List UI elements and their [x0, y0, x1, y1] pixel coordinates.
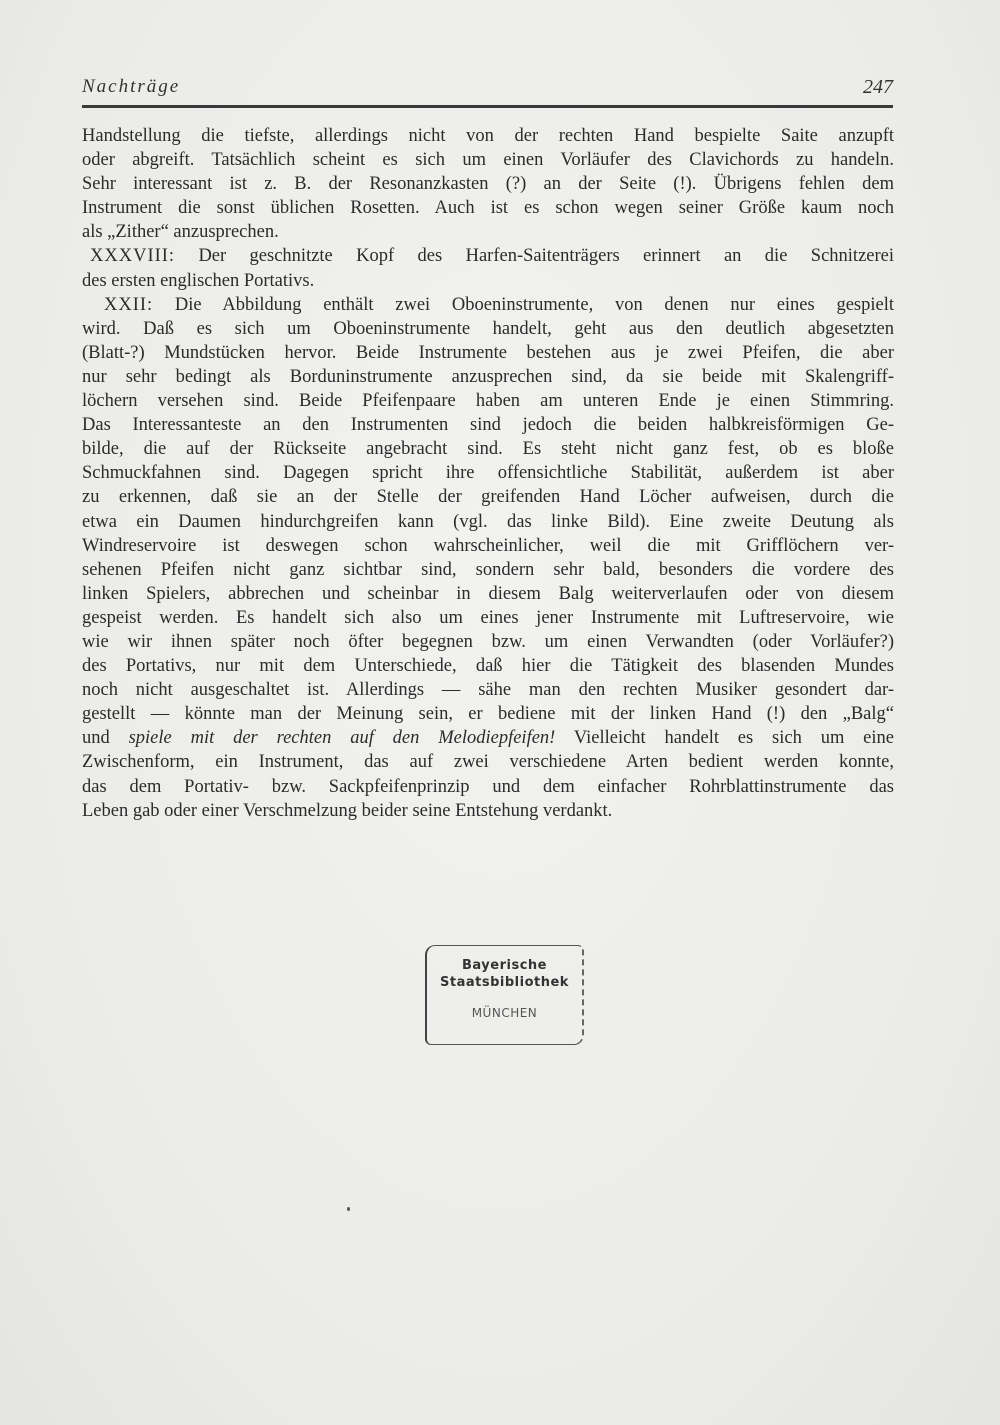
- text-line: nur sehr bedingt als Borduninstrumente anzusprechen sind, da sie beide mit Skalengriff-: [82, 366, 894, 387]
- text-span: Die Abbildung enthält zwei Oboeninstrumente, von denen nur eines gespielt: [153, 294, 894, 315]
- text-line: Zwischenform, ein Instrument, das auf zwei verschiedene Arten bedient werden konnte,: [82, 752, 894, 773]
- text-line: [82, 293, 894, 317]
- text-line: Das Interessanteste an den Instrumenten sind jedoch die beiden halbkreisförmigen Ge-: [82, 415, 894, 436]
- text-line: oder abgreift. Tatsächlich scheint es sich um einen Vorläufer des Clavichords zu handeln.: [82, 150, 894, 171]
- text-line: sehenen Pfeifen nicht ganz sichtbar sind, sondern sehr bald, besonders die vordere des: [82, 559, 894, 580]
- text-line: Instrument die sonst üblichen Rosetten. Auch ist es schon wegen seiner Größe kaum noch: [82, 198, 894, 219]
- text-line: das dem Portativ- bzw. Sackpfeifenprinzip und dem einfacher Rohrblattinstrumente das: [82, 776, 894, 797]
- plate-label: XXXVIII:: [90, 246, 176, 267]
- text-line: Sehr interessant ist z. B. der Resonanzkasten (?) an der Seite (!). Übrigens fehlen dem: [82, 174, 894, 195]
- text-line: Leben gab oder einer Verschmelzung beider seine Entstehung verdankt.: [82, 800, 613, 821]
- text-line: wird. Daß es sich um Oboeninstrumente handelt, geht aus den deutlich abgesetzten: [82, 318, 894, 339]
- text-line: Schmuckfahnen sind. Dagegen spricht ihre offensichtliche Stabilität, außerdem ist aber: [82, 463, 894, 484]
- text-line: [82, 244, 894, 268]
- text-line: Windreservoire ist deswegen schon wahrscheinlicher, weil die mit Grifflöchern ver-: [82, 535, 894, 556]
- header-rule: [82, 105, 893, 108]
- page-number: 247: [863, 76, 893, 98]
- text-line: etwa ein Daumen hindurchgreifen kann (vgl. das linke Bild). Eine zweite Deutung als: [82, 511, 894, 532]
- text-line: (Blatt-?) Mundstücken hervor. Beide Instrumente bestehen aus je zwei Pfeifen, die aber: [82, 342, 894, 363]
- paper-speck: [347, 1207, 350, 1211]
- text-span: und: [82, 728, 129, 749]
- stamp-line-3: MÜNCHEN: [471, 1006, 538, 1020]
- running-head: Nachträge: [82, 76, 181, 97]
- text-line: gestellt — könnte man der Meinung sein, er bediene mit der linken Hand (!) den „Balg“: [82, 704, 894, 725]
- text-line: gespeist werden. Es handelt sich also um eines jener Instrumente mit Luftreservoire, wie: [82, 607, 894, 628]
- text-line: wie wir ihnen später noch öfter begegnen bzw. um einen Verwandten (oder Vorläufer?): [82, 631, 894, 652]
- paragraph-2: [82, 244, 894, 292]
- text-line: noch nicht ausgeschaltet ist. Allerdings — sähe man den rechten Musiker gesondert dar-: [82, 680, 894, 701]
- text-span: Der geschnitzte Kopf des Harfen-Saitenträgers erinnert an die Schnitzerei: [175, 246, 894, 267]
- text-line: als „Zither“ anzusprechen.: [82, 222, 279, 243]
- text-line: bilde, die auf der Rückseite angebracht sind. Es steht nicht ganz fest, ob es bloße: [82, 439, 894, 460]
- italic-span: spiele mit der rechten auf den Melodiepfeifen!: [128, 728, 556, 749]
- text-line: [82, 726, 894, 750]
- stamp-line-1: Bayerische: [462, 958, 547, 973]
- text-line: löchern versehen sind. Beide Pfeifenpaare haben am unteren Ende je einen Stimmring.: [82, 391, 894, 412]
- text-line: linken Spielers, abbrechen und scheinbar in diesem Balg weiterverlaufen oder von diesem: [82, 583, 894, 604]
- stamp-line-2: Staatsbibliothek: [440, 975, 569, 990]
- library-stamp: [425, 945, 584, 1045]
- text-span: Vielleicht handelt es sich um eine: [555, 728, 894, 749]
- text-line: des ersten englischen Portativs.: [82, 270, 315, 291]
- text-line: zu erkennen, daß sie an der Stelle der greifenden Hand Löcher aufweisen, durch die: [82, 487, 894, 508]
- plate-label: XXII:: [104, 294, 154, 315]
- paragraph-3: [82, 293, 894, 823]
- body-text: [82, 124, 894, 823]
- text-line: Handstellung die tiefste, allerdings nicht von der rechten Hand bespielte Saite anzupft: [82, 126, 894, 146]
- text-line: des Portativs, nur mit dem Unterschiede, daß hier die Tätigkeit des blasenden Mundes: [82, 656, 894, 677]
- paragraph-1: [82, 124, 894, 244]
